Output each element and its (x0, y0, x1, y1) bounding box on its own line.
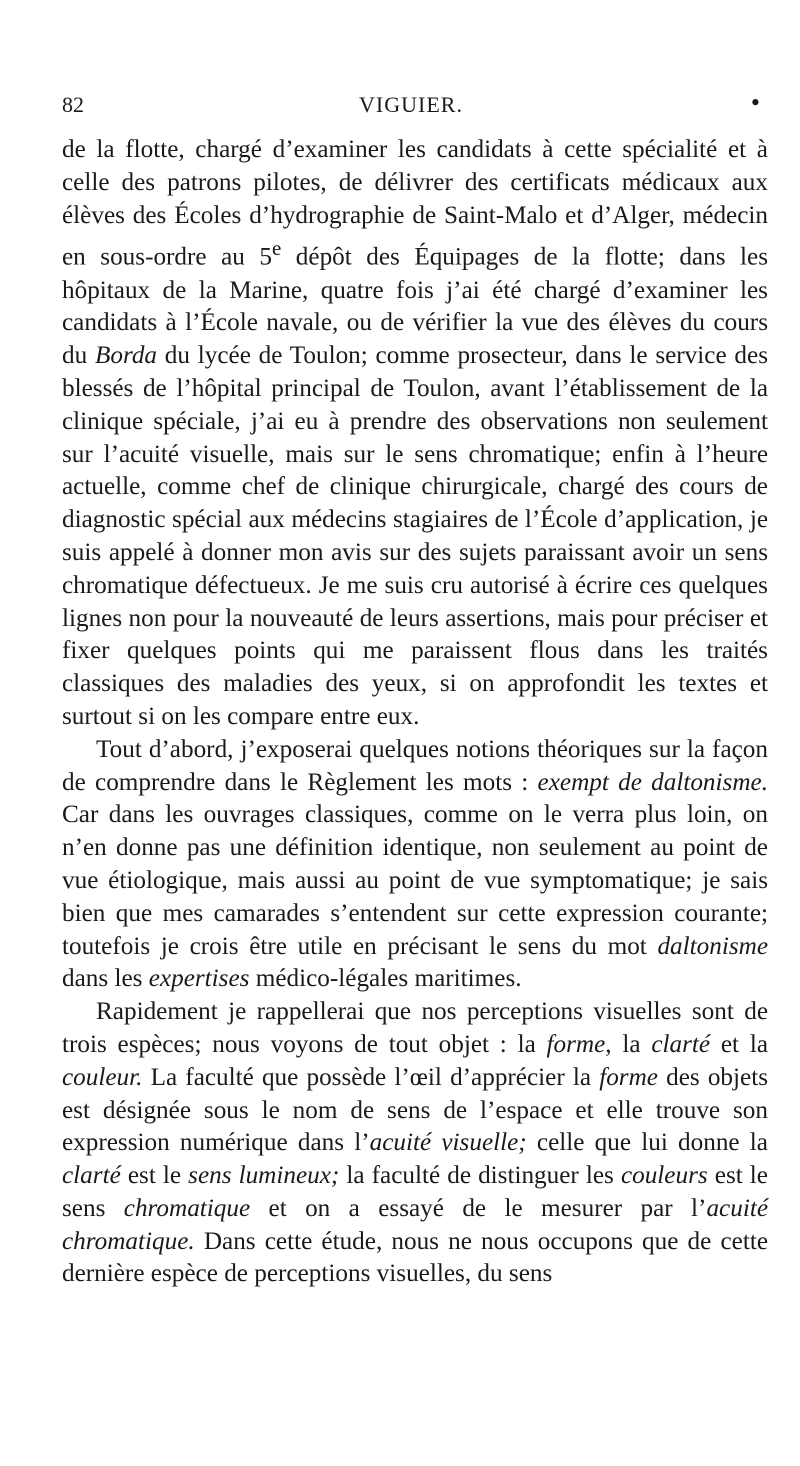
italic-text: expertises (148, 965, 250, 993)
text-run: médico-légales maritimes. (249, 965, 522, 993)
italic-text: clarté (651, 1030, 711, 1058)
superscript-text: e (271, 236, 282, 261)
italic-text: chromatique (123, 1194, 251, 1222)
italic-text: couleurs (620, 1162, 708, 1190)
text-run: Rapidement je rappellerai que nos perceptions visuelles sont de trois espèces; nous voyons de tout objet : la (62, 998, 768, 1058)
italic-text: couleur. (62, 1063, 143, 1091)
text-run: celle que lui donne la (526, 1129, 768, 1157)
text-run: et on a essayé de le mesurer par l’ (250, 1194, 707, 1222)
italic-text: exempt de daltonisme. (537, 768, 768, 796)
page-header (62, 88, 760, 120)
italic-text: sens lumineux; (188, 1162, 340, 1190)
text-run: Tout d’abord, j’exposerai quelques notions théoriques sur la façon de comprendre dans le Règlement les mots : (62, 735, 768, 796)
text-run: , la (605, 1030, 652, 1058)
italic-text: acuité visuelle; (369, 1129, 527, 1157)
italic-text: Borda (94, 342, 158, 370)
text-run: du lycée de Toulon; comme prosecteur, dans le service des blessés de l’hôpital principal de Toulon, avant l’établissement de la clinique spéciale, j’ai eu à prendre des observations non seulement sur l’acuité visuelle, mais sur le sens chromatique; enfin à l’heure actuelle, comme chef de clinique chirurgicale, chargé des cours de diagnostic spécial aux médecins stagiaires de l’École d’application, je suis appelé à donner mon avis sur des sujets paraissant avoir un sens chromatique défectueux. Je me suis cru autorisé à écrire ces quelques lignes non pour la nouveauté de leurs assertions, mais pour préciser et fixer quelques points qui me paraissent flous dans les traités classiques des maladies des yeux, si on approfondit les textes et surtout si on les compare entre eux. (62, 342, 768, 730)
text-run: est le (120, 1162, 189, 1190)
italic-text: acuité chromatique. (62, 1194, 768, 1255)
text-run: et la (710, 1030, 768, 1058)
italic-text: forme (599, 1063, 658, 1091)
text-run: est le sens (62, 1162, 768, 1222)
text-run: de la flotte, chargé d’examiner les candidats à cette spécialité et à celle des patrons pilotes, de délivrer des certificats médicaux aux élèves des Écoles d’hydrographie de Saint-Malo et d’Alger, médecin en sous-ordre au 5 (62, 136, 768, 271)
text-run: dépôt des Équipages de la flotte; dans les hôpitaux de la Marine, quatre fois j’ai été chargé d’examiner les candidats à l’École navale, ou de vérifier la vue des élèves du cours du (62, 243, 768, 370)
italic-text: clarté (62, 1162, 121, 1190)
paragraph (62, 734, 768, 996)
running-title: VIGUIER. (359, 92, 463, 117)
page-number: 82 (62, 92, 84, 117)
page-body (62, 134, 768, 1291)
text-run: la faculté de distinguer les (339, 1162, 621, 1190)
paragraph (62, 134, 768, 734)
bullet-mark: • (750, 88, 760, 117)
text-run: des objets est désignée sous le nom de sens de l’espace et elle trouve son expression numérique dans l’ (62, 1063, 768, 1157)
italic-text: daltonisme (657, 932, 768, 960)
text-run: Dans cette étude, nous ne nous occupons que de cette dernière espèce de perceptions visuelles, du sens (62, 1227, 768, 1288)
text-run: La faculté que possède l’œil d’apprécier la (142, 1063, 600, 1091)
italic-text: forme (546, 1030, 606, 1058)
paragraph (62, 996, 768, 1291)
text-run: Car dans les ouvrages classiques, comme on le verra plus loin, on n’en donne pas une définition identique, non seulement au point de vue étiologique, mais aussi au point de vue symptomatique; je sais bien que mes camarades s’entendent sur cette expression courante; toutefois je crois être utile en précisant le sens du mot (62, 801, 768, 960)
text-run: dans les (62, 965, 149, 993)
